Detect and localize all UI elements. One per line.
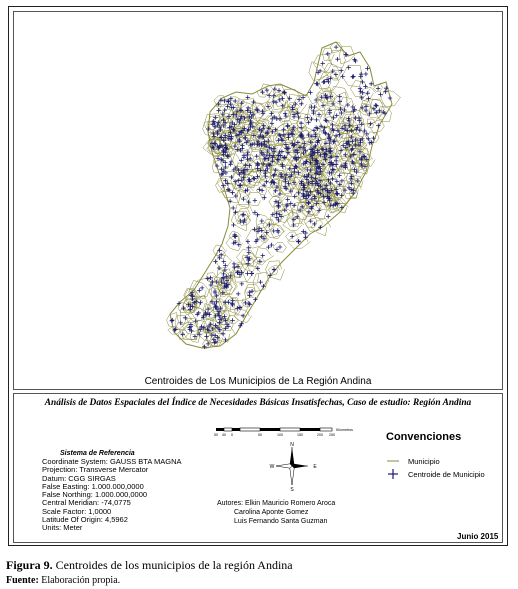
scale-tick-label: 150	[297, 433, 303, 437]
region-andina-map	[14, 12, 502, 389]
scale-tick-label: 250	[329, 433, 335, 437]
scale-segment	[232, 428, 240, 431]
author-line	[217, 499, 335, 508]
compass-south-label: S	[290, 487, 294, 491]
region-outline	[170, 42, 392, 348]
source-text: Elaboración propia.	[41, 575, 121, 586]
legend-item-centroide	[386, 469, 485, 479]
author-line	[217, 508, 335, 517]
scale-segment	[300, 428, 320, 431]
reference-line: False Easting: 1.000.000,0000	[42, 481, 144, 491]
map-layout-frame	[8, 6, 508, 546]
reference-line: Datum: CGG SIRGAS	[42, 473, 116, 483]
legend-item-municipio	[386, 456, 440, 466]
authors-label: Autores:	[217, 500, 244, 507]
scale-segment	[224, 428, 232, 431]
reference-line: Coordinate System: GAUSS BTA MAGNA	[42, 457, 182, 466]
author-name: Carolina Aponte Gomez	[234, 509, 309, 516]
map-date: Junio 2015	[457, 532, 499, 541]
author-name: Luis Fernando Santa Guzman	[234, 518, 328, 525]
compass-rose	[262, 441, 332, 496]
reference-line: Central Meridian: -74,0775	[42, 498, 131, 508]
reference-line: Units: Meter	[42, 523, 83, 533]
boundary-line-icon	[386, 456, 400, 466]
legend-item-label: Centroide de Municipio	[408, 469, 485, 479]
map-caption: Centroides de Los Municipios de La Región Andina	[144, 376, 372, 387]
scale-tick-label: 0	[231, 433, 233, 437]
compass-west-label: W	[269, 464, 275, 470]
reference-system-heading: Sistema de Referencia	[60, 450, 135, 457]
study-title: Análisis de Datos Espaciales del Índice de Necesidades Básicas Insatisfechas, Caso de estudio: Región Andina	[44, 398, 472, 408]
source-label: Fuente:	[6, 575, 39, 586]
authors-block	[217, 499, 335, 526]
figure-caption-text: Centroides de los municipios de la región Andina	[55, 558, 293, 572]
centroid-cross-icon	[386, 469, 400, 479]
scale-segment	[320, 428, 332, 431]
scale-tick-label: 200	[317, 433, 323, 437]
compass-east-label: E	[313, 464, 317, 470]
author-name: Elkin Mauricio Romero Aroca	[245, 500, 336, 507]
legend-item-label: Municipio	[408, 456, 440, 466]
reference-line: Latitude Of Origin: 4,5962	[42, 515, 128, 525]
legend-heading: Convenciones	[386, 431, 462, 443]
scale-segment	[216, 428, 224, 431]
scale-tick-label: 40	[222, 433, 226, 437]
figure-caption	[6, 558, 293, 573]
reference-line: False Northing: 1.000.000,0000	[42, 490, 148, 500]
scale-segment	[240, 428, 260, 431]
figure-label: Figura 9.	[6, 558, 53, 572]
map-panel	[13, 11, 503, 390]
scale-tick-label: 50	[258, 433, 262, 437]
source-caption	[6, 575, 120, 586]
author-line	[217, 517, 335, 526]
scale-unit-label: Kilometros	[336, 428, 353, 432]
scale-segment	[280, 428, 300, 431]
scale-tick-label: 100	[277, 433, 283, 437]
info-panel	[13, 393, 503, 543]
scale-segment	[260, 428, 280, 431]
reference-line: Scale Factor: 1,0000	[42, 506, 112, 516]
reference-system-details	[42, 458, 182, 533]
scale-tick-label: 50	[214, 433, 218, 437]
compass-north-label: N	[290, 442, 294, 448]
reference-line: Projection: Transverse Mercator	[42, 465, 149, 475]
